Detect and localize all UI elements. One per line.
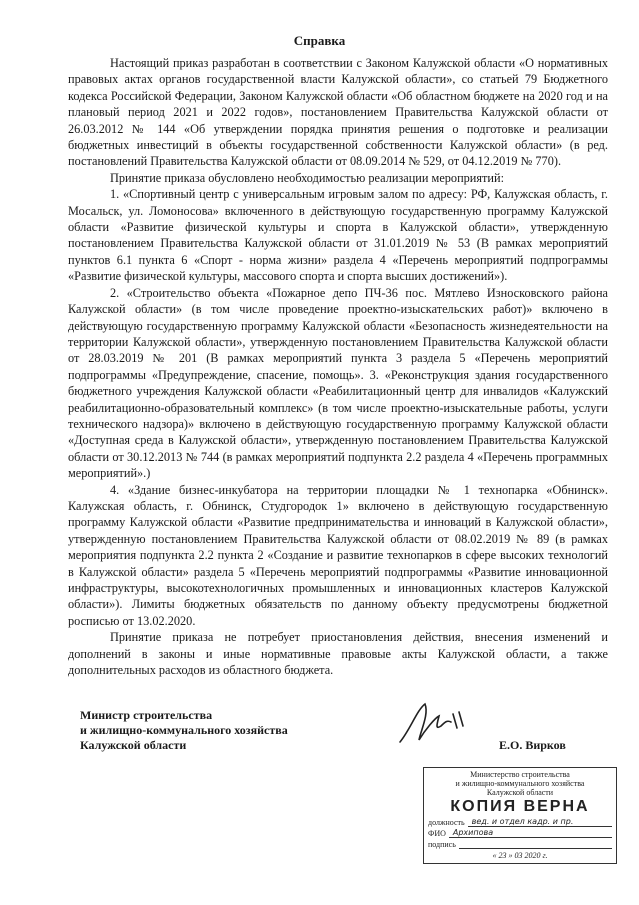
stamp-org-line-3: Калужской области bbox=[486, 788, 554, 797]
paragraph-intro: Настоящий приказ разработан в соответствии с Законом Калужской области «О нормативных правовых актах органов государственной власти Калужской области», со статьей 79 Бюджетного кодекса Российской Федерации, Законом Калужской области «Об областном бюджете на 2020 год и на плановый период 2021 и 2022 годов», постановлением Правительства Калужской области от 26.03.2012 № 144 «Об утверждении порядка принятия решения о подготовке и реализации бюджетных инвестиций в объекты государственной собственности Калужской области» (в ред. постановлений Правительства Калужской области от 08.09.2014 № 529, от 04.12.2019 № 770). bbox=[68, 56, 608, 169]
stamp-signature-row bbox=[428, 839, 612, 849]
stamp-position-row bbox=[428, 817, 612, 827]
stamp-org-line-2: и жилищно-коммунального хозяйства bbox=[455, 779, 585, 788]
signatory-position bbox=[80, 708, 288, 753]
signatory-line-2: и жилищно-коммунального хозяйства bbox=[80, 723, 288, 737]
stamp-org-line-1: Министерство строительства bbox=[470, 770, 570, 779]
certified-copy-stamp bbox=[423, 767, 617, 864]
stamp-signature-label: подпись bbox=[428, 840, 456, 849]
signatory-name: Е.О. Вирков bbox=[499, 738, 566, 752]
stamp-fio-row bbox=[428, 828, 612, 838]
handwritten-signature bbox=[395, 700, 475, 750]
paragraph-item-2-3: 2. «Строительство объекта «Пожарное депо ПЧ-36 пос. Мятлево Износковского района Калужской области» (в том числе проведение проектно-изыскательских работ)» включено в действующую государственную программу Калужской области «Безопасность жизнедеятельности на территории Калужской области», утвержденную постановлением Правительства Калужской области от 28.03.2019 № 201 (В рамках мероприятий пункта 3 раздела 5 «Перечень мероприятий подпрограммы «Предупреждение, спасение, помощь». 3. «Реконструкция здания государственного бюджетного учреждения Калужской области «Реабилитационный центр для инвалидов «Калужский реабилитационно-образовательный комплекс» (в том числе проектно-изыскательные работы, услуги технического надзора)» включено в действующую государственную программу Калужской области «Доступная среда в Калужской области», утвержденную постановлением Правительства Калужской области от 30.12.2013 № 744 (в рамках мероприятий подпункта 2.2 раздела 4 «Перечень программных мероприятий».) bbox=[68, 285, 608, 481]
paragraph-item-1: 1. «Спортивный центр с универсальным игровым залом по адресу: РФ, Калужская область, г. Мосальск, ул. Ломоносова» включенного в действующую государственную программу Калужской области «Развитие физической культуры и спорта в Калужской области», утвержденную постановлением Правительства Калужской области от 31.01.2019 № 53 (В рамках мероприятий пунктов 6.1 пункта 6 «Спорт - норма жизни» раздела 4 «Перечень мероприятий подпрограммы «Развитие физической культуры, массового спорта и спорта высших достижений»). bbox=[68, 187, 608, 284]
stamp-date: « 23 » 03 2020 г. bbox=[492, 851, 548, 860]
signatory-line-3: Калужской области bbox=[80, 738, 187, 752]
stamp-fio-label: ФИО bbox=[428, 829, 446, 838]
document-title: Справка bbox=[293, 33, 346, 48]
stamp-position-value: вед. и отдел кадр. и пр. bbox=[468, 817, 612, 827]
paragraph-item-4: 4. «Здание бизнес-инкубатора на территории площадки № 1 технопарка «Обнинск». Калужская область, г. Обнинск, Студгородок 1» включено в действующую государственную программу Калужской области «Развитие предпринимательства и инноваций в Калужской области», утвержденную постановлением Правительства Калужской области от 08.02.2019 № 89 (в рамках мероприятия подпункта 2.2 пункта 2 «Создание и развитие технопарков в сфере высоких технологий в Калужской области» раздела 5 «Перечень мероприятий подпрограммы «Развитие инновационной инфраструктуры, высокотехнологичных промышленных и инновационных кластеров Калужской области»). Лимиты бюджетных обязательств по данному объекту предусмотрены бюджетной росписью от 13.02.2020. bbox=[68, 482, 608, 628]
signatory-line-1: Министр строительства bbox=[80, 708, 213, 722]
document-body bbox=[68, 55, 608, 678]
stamp-signature-line bbox=[459, 839, 612, 849]
stamp-main-text: КОПИЯ ВЕРНА bbox=[450, 798, 590, 815]
paragraph-purpose: Принятие приказа обусловлено необходимостью реализации мероприятий: bbox=[110, 170, 504, 185]
paragraph-conclusion: Принятие приказа не потребует приостановления действия, внесения изменений и дополнений в законы и иные нормативные правовые акты Калужской области, а также дополнительных расходов из областного бюджета. bbox=[68, 630, 608, 678]
stamp-position-label: должность bbox=[428, 818, 465, 827]
stamp-fio-value: Архипова bbox=[449, 828, 612, 838]
